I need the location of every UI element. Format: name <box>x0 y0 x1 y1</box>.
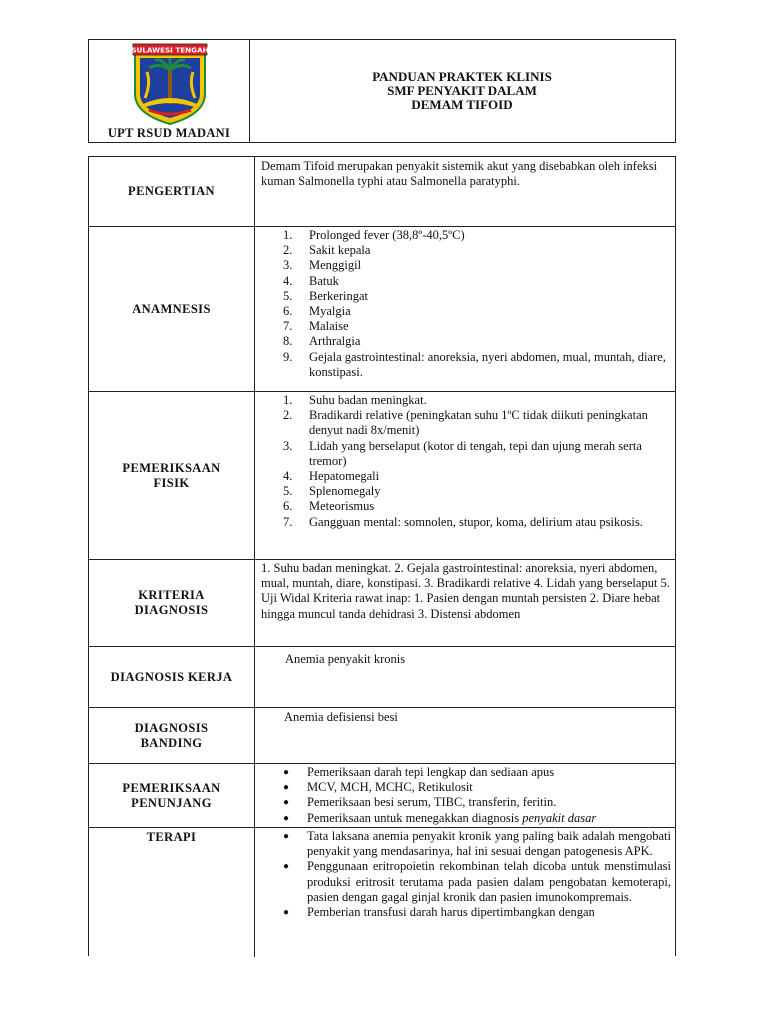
list-item: 4. Batuk <box>283 273 339 288</box>
list-item: 5. Splenomegaly <box>283 484 381 499</box>
label-pemeriksaan-penunjang: PEMERIKSAAN PENUNJANG <box>89 764 255 827</box>
list-item: ● MCV, MCH, MCHC, Retikulosit <box>283 780 473 795</box>
pengertian-text: Demam Tifoid merupakan penyakit sistemik akut yang disebabkan oleh infeksi kuman Salmonella typhi atau Salmonella paratyphi. <box>261 159 658 189</box>
list-item: ● Pemeriksaan darah tepi lengkap dan sediaan apus <box>283 765 555 779</box>
row-diagnosis-banding <box>89 708 675 764</box>
list-item: 2. Bradikardi relative (peningkatan suhu 1ºC tidak diikuti peningkatan denyut nadi 8x/menit) <box>283 408 648 438</box>
label-kriteria-diagnosis: KRITERIA DIAGNOSIS <box>89 560 255 646</box>
list-item: 4. Hepatomegali <box>283 469 380 484</box>
list-item: 8. Arthralgia <box>283 334 361 349</box>
svg-text:SULAWESI TENGAH: SULAWESI TENGAH <box>131 45 209 55</box>
title-line-2: SMF PENYAKIT DALAM <box>387 83 537 98</box>
document-header <box>88 39 676 143</box>
document-title <box>249 70 675 112</box>
fisik-list <box>259 393 671 530</box>
label-diagnosis-kerja: DIAGNOSIS KERJA <box>89 647 255 707</box>
diagnosis-kerja-text: Anemia penyakit kronis <box>285 652 406 666</box>
list-item: ● Pemeriksaan untuk menegakkan diagnosis penyakit dasar <box>283 810 597 825</box>
penunjang-content <box>259 765 671 826</box>
list-item: 1. Prolonged fever (38,8º-40,5ºC) <box>283 228 465 242</box>
hospital-name: UPT RSUD MADANI <box>107 126 231 140</box>
clinical-guide-table <box>88 156 676 956</box>
list-item: 5. Berkeringat <box>283 288 369 303</box>
title-line-3: DEMAM TIFOID <box>411 97 513 112</box>
title-line-1: PANDUAN PRAKTEK KLINIS <box>372 69 552 84</box>
label-anamnesis: ANAMNESIS <box>89 227 255 391</box>
row-pemeriksaan-fisik <box>89 392 675 560</box>
list-item: 2. Sakit kepala <box>283 243 371 258</box>
anamnesis-list <box>259 228 671 380</box>
penunjang-list <box>259 765 671 826</box>
row-pengertian <box>89 157 675 227</box>
list-item: 7. Malaise <box>283 319 349 334</box>
list-item: 6. Myalgia <box>283 304 351 319</box>
list-item: 6. Meteorismus <box>283 499 375 514</box>
row-kriteria-diagnosis <box>89 560 675 647</box>
list-item: 3. Lidah yang berselaput (kotor di tengah, tepi dan ujung merah serta tremor) <box>283 438 642 468</box>
label-pemeriksaan-fisik: PEMERIKSAAN FISIK <box>89 392 255 559</box>
sulawesi-tengah-emblem-icon <box>129 42 211 126</box>
terapi-content <box>259 829 671 920</box>
row-diagnosis-kerja <box>89 647 675 708</box>
list-item: 3. Menggigil <box>283 258 362 273</box>
terapi-list <box>259 829 671 920</box>
list-item: ● Pemeriksaan besi serum, TIBC, transferin, feritin. <box>283 795 557 810</box>
list-item: 9. Gejala gastrointestinal: anoreksia, nyeri abdomen, mual, muntah, diare, konstipasi. <box>283 349 666 379</box>
list-item: ● Tata laksana anemia penyakit kronik yang paling baik adalah mengobati penyakit yang mendasarinya, hal ini sesuai dengan patogenesis APK. <box>283 829 671 859</box>
list-item: 7. Gangguan mental: somnolen, stupor, koma, delirium atau psikosis. <box>283 514 643 529</box>
row-pemeriksaan-penunjang <box>89 764 675 828</box>
row-anamnesis <box>89 227 675 392</box>
kriteria-text: 1. Suhu badan meningkat. 2. Gejala gastrointestinal: anoreksia, nyeri abdomen, mual, muntah, diare, konstipasi. 3. Bradikardi relative 4. Lidah yang berselaput 5. Uji Widal Kriteria rawat inap: 1. Pasien dengan muntah persisten 2. Diare hebat hingga muncul tanda dehidrasi 3. Distensi abdomen <box>261 561 670 621</box>
label-diagnosis-banding: DIAGNOSIS BANDING <box>89 708 255 763</box>
anamnesis-content <box>259 228 671 380</box>
fisik-content <box>259 393 671 530</box>
label-terapi: TERAPI <box>89 828 255 957</box>
list-item: 1. Suhu badan meningkat. <box>283 393 427 407</box>
header-logo-cell <box>89 40 250 142</box>
label-pengertian: PENGERTIAN <box>89 157 255 226</box>
list-item: ● Pemberian transfusi darah harus dipertimbangkan dengan <box>283 905 595 920</box>
diagnosis-banding-text: Anemia defisiensi besi <box>284 710 398 724</box>
list-item: ● Penggunaan eritropoietin rekombinan telah dicoba untuk menstimulasi produksi eritrosit terutama pada pasien dalam pengobatan kemoterapi, pasien dengan gagal ginjal kronik dan pasien imunokompremais. <box>283 859 671 904</box>
row-terapi <box>89 828 675 957</box>
